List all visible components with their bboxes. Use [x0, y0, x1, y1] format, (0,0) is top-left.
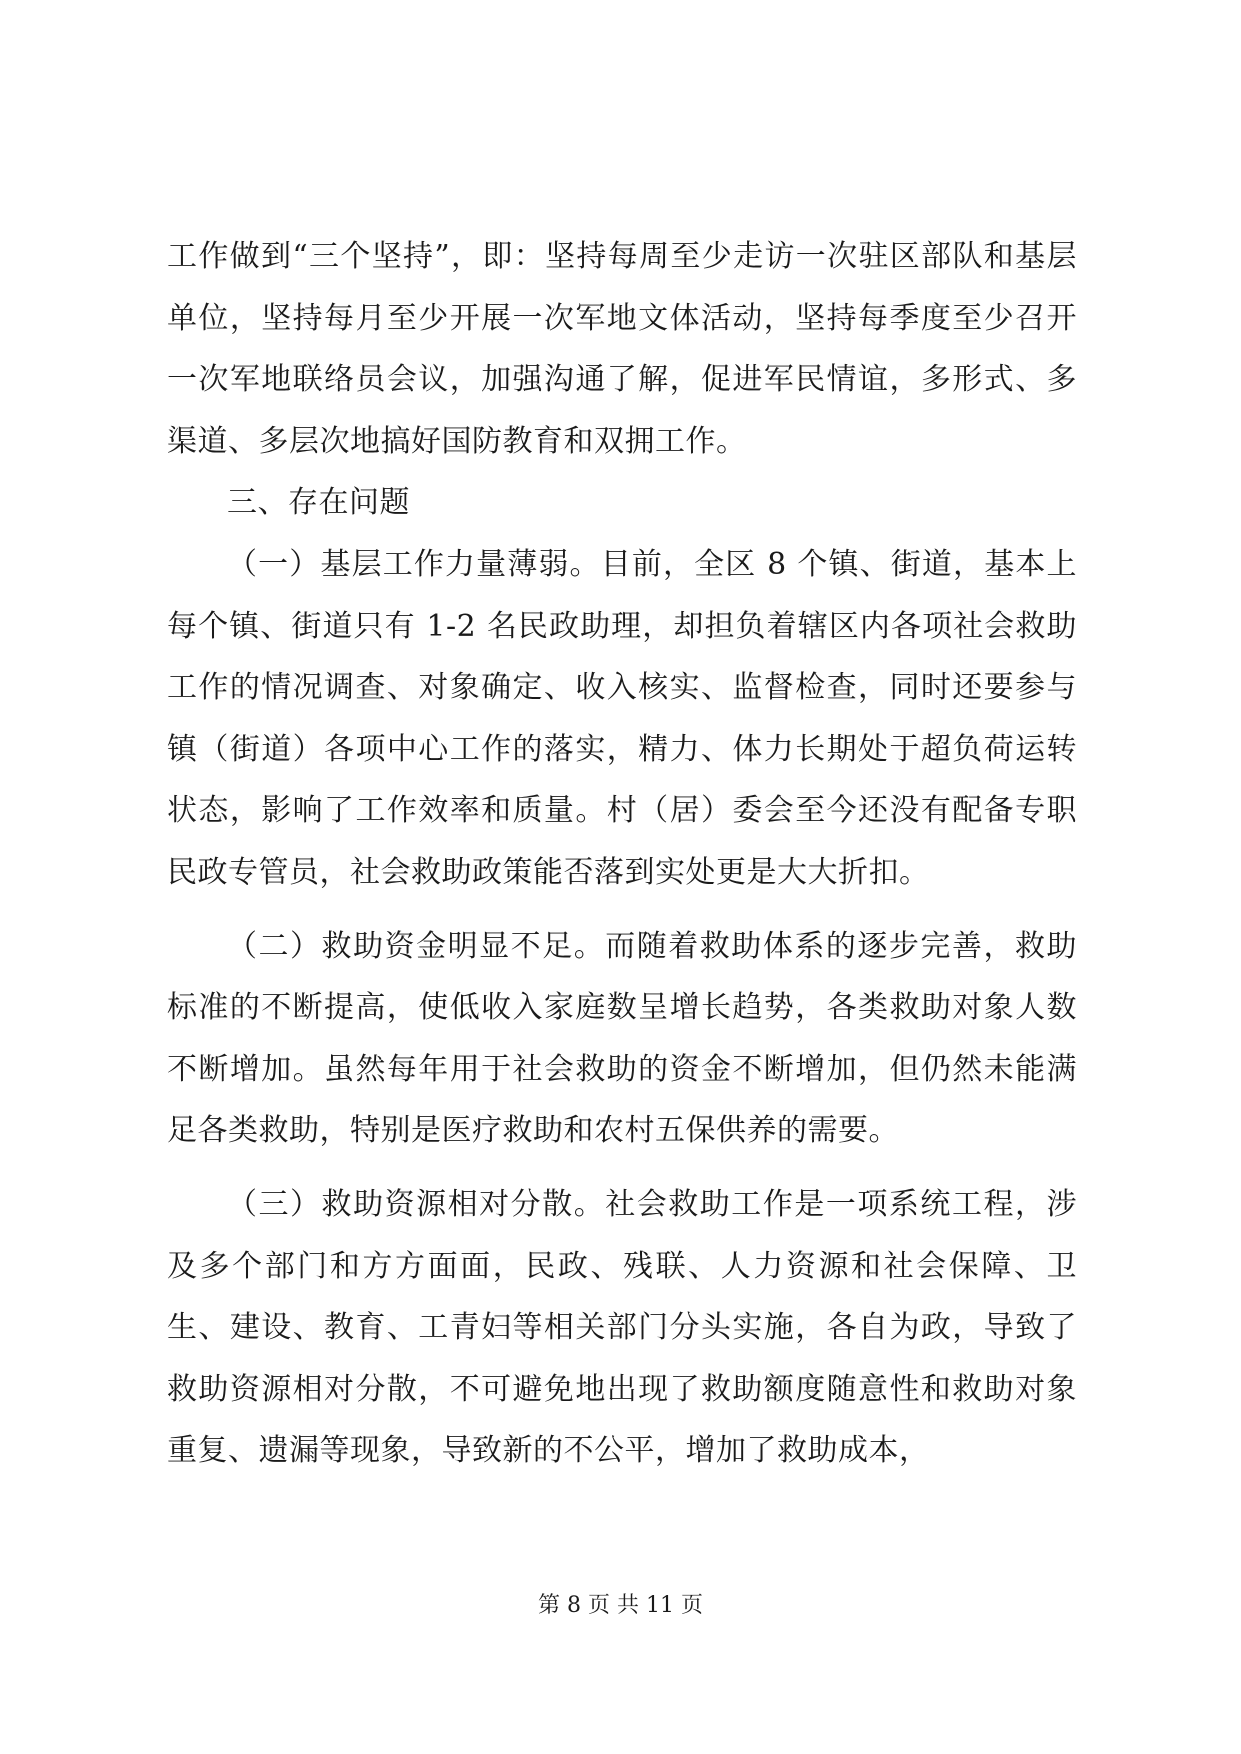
paragraph-spacer — [167, 904, 1077, 916]
paragraph-continuation: 工作做到“三个坚持”，即：坚持每周至少走访一次驻区部队和基层单位，坚持每月至少开展一次军地文体活动，坚持每季度至少召开一次军地联络员会议，加强沟通了解，促进军民情谊，多形式、多渠道、多层次地搞好国防教育和双拥工作。 — [167, 239, 1077, 459]
page-number-footer: 第 8 页 共 11 页 — [538, 1593, 703, 1618]
paragraph-issue-2: （二）救助资金明显不足。而随着救助体系的逐步完善，救助标准的不断提高，使低收入家庭数呈增长趋势，各类救助对象人数不断增加。虽然每年用于社会救助的资金不断增加，但仍然未能满足各类救助，特别是医疗救助和农村五保供养的需要。 — [167, 928, 1077, 1149]
document-body — [167, 226, 1077, 1482]
paragraph-spacer — [167, 1162, 1077, 1174]
paragraph-issue-3: （三）救助资源相对分散。社会救助工作是一项系统工程，涉及多个部门和方方面面，民政、残联、人力资源和社会保障、卫生、建设、教育、工青妇等相关部门分头实施，各自为政，导致了救助资源相对分散，不可避免地出现了救助额度随意性和救助对象重复、遗漏等现象，导致新的不公平，增加了救助成本， — [167, 1186, 1077, 1469]
paragraph-issue-1: （一）基层工作力量薄弱。目前，全区 8 个镇、街道，基本上每个镇、街道只有 1-2 名民政助理，却担负着辖区内各项社会救助工作的情况调查、对象确定、收入核实、监督检查，同时还要参与镇（街道）各项中心工作的落实，精力、体力长期处于超负荷运转状态，影响了工作效率和质量。村（居）委会至今还没有配备专职民政专管员，社会救助政策能否落到实处更是大大折扣。 — [167, 546, 1077, 890]
section-heading-problems: 三、存在问题 — [227, 485, 410, 521]
